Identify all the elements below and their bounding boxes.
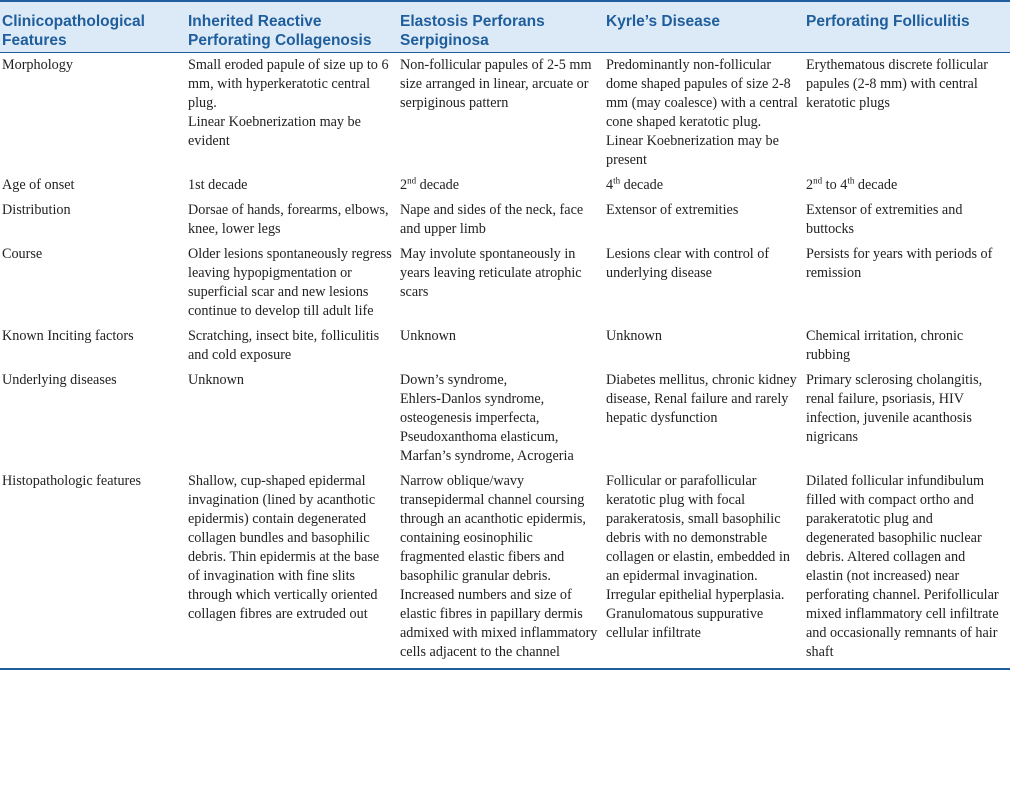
table-row-course	[0, 242, 1010, 324]
table-body	[0, 53, 1010, 670]
table-cell: Scratching, insect bite, folliculitis and cold exposure	[188, 328, 380, 363]
row-label: Histopathologic features	[0, 469, 186, 669]
table-cell: Predominantly non-follicular dome shaped papules of size 2-8 mm (may coalesce) with a central cone shaped keratotic plug. Linear Koebnerization may be present	[606, 57, 798, 168]
table-cell: Small eroded papule of size up to 6 mm, with hyperkeratotic central plug. Linear Koebnerization may be evident	[188, 57, 389, 149]
table-cell: Nape and sides of the neck, face and upper limb	[400, 202, 584, 237]
ordinal-number: 2	[806, 177, 814, 193]
ordinal-rest: decade	[620, 177, 664, 193]
table-cell: Unknown	[606, 328, 662, 344]
header-inherited-reactive-perforating-collagenosis: Inherited Reactive Perforating Collagenosis	[186, 1, 398, 53]
table-cell: May involute spontaneously in years leaving reticulate atrophic scars	[400, 246, 582, 300]
table-cell: Primary sclerosing cholangitis, renal failure, psoriasis, HIV infection, juvenile acanthosis nigricans	[806, 372, 983, 445]
table-cell: Follicular or parafollicular keratotic plug with focal parakeratosis, small basophilic debris with no demonstrable collagen or elastin, embedded in an epidermal invagination. Irregular epithelial hyperplasia. Granulomatous suppurative cellular infiltrate	[604, 469, 804, 669]
ordinal-number: 2	[400, 177, 408, 193]
table-cell: Unknown	[188, 372, 244, 388]
table-cell: Diabetes mellitus, chronic kidney disease, Renal failure and rarely hepatic dysfunction	[606, 372, 797, 426]
table-cell: Shallow, cup-shaped epidermal invagination (lined by acanthotic epidermis) contain degenerated collagen bundles and basophilic debris. Thin epidermis at the base of invagination with fine slits through which vertically oriented collagen fibres are extruded out	[186, 469, 398, 669]
table-cell: Down’s syndrome, Ehlers-Danlos syndrome, osteogenesis imperfecta, Pseudoxanthoma elasticum, Marfan’s syndrome, Acrogeria	[400, 372, 574, 464]
table-row-age-of-onset	[0, 173, 1010, 198]
table-cell: Chemical irritation, chronic rubbing	[806, 328, 964, 363]
ordinal-suffix: nd	[813, 175, 823, 186]
table-cell: Narrow oblique/wavy transepidermal channel coursing through an acanthotic epidermis, containing eosinophilic fragmented elastic fibers and basophilic granular debris. Increased numbers and size of elastic fibres in papillary dermis admixed with mixed inflammatory cells adjacent to the channel	[398, 469, 604, 669]
table-cell: Older lesions spontaneously regress leaving hypopigmentation or superficial scar and new lesions continue to develop till adult life	[188, 246, 392, 319]
row-label: Distribution	[2, 202, 71, 218]
table-cell	[604, 173, 804, 198]
table-row-histopathologic-features	[0, 469, 1010, 669]
row-label: Age of onset	[2, 177, 75, 193]
ordinal-number: 4	[606, 177, 614, 193]
table-cell	[398, 173, 604, 198]
table-cell: Unknown	[400, 328, 456, 344]
table-row-underlying-diseases	[0, 368, 1010, 469]
header-elastosis-perforans-serpiginosa: Elastosis Perforans Serpiginosa	[398, 1, 604, 53]
table-cell: Erythematous discrete follicular papules (2-8 mm) with central keratotic plugs	[806, 57, 989, 111]
table-row-distribution	[0, 198, 1010, 242]
ordinal-suffix-2: th	[847, 175, 855, 186]
row-label: Known Inciting factors	[2, 328, 134, 344]
table-cell: Extensor of extremities and buttocks	[806, 202, 963, 237]
table-cell	[804, 173, 1010, 198]
header-clinicopathological-features: Clinicopathological Features	[0, 1, 186, 53]
table-cell: Persists for years with periods of remission	[806, 246, 993, 281]
row-label: Morphology	[2, 57, 73, 73]
row-label: Underlying diseases	[2, 372, 117, 388]
ordinal-mid: to 4	[822, 177, 848, 193]
table-cell: Dorsae of hands, forearms, elbows, knee, lower legs	[188, 202, 389, 237]
table-cell: Lesions clear with control of underlying disease	[606, 246, 770, 281]
table-row-known-inciting-factors	[0, 324, 1010, 368]
table-row-morphology	[0, 53, 1010, 174]
ordinal-rest: decade	[416, 177, 460, 193]
table-cell: Non-follicular papules of 2-5 mm size arranged in linear, arcuate or serpiginous pattern	[400, 57, 592, 111]
table-cell: Extensor of extremities	[606, 202, 739, 218]
table-cell: 1st decade	[188, 177, 248, 193]
ordinal-suffix: nd	[407, 175, 417, 186]
header-kyrles-disease: Kyrle’s Disease	[604, 1, 804, 53]
ordinal-rest: decade	[854, 177, 898, 193]
row-label: Course	[2, 246, 43, 262]
header-row	[0, 1, 1010, 53]
header-perforating-folliculitis: Perforating Folliculitis	[804, 1, 1010, 53]
table-header	[0, 1, 1010, 53]
table-cell: Dilated follicular infundibulum filled with compact ortho and parakeratotic plug and degenerated basophilic nuclear debris. Altered collagen and elastin (not increased) near perforating channel. Perifollicular mixed inflammatory cell infiltrate and occasionally remnants of hair shaft	[804, 469, 1010, 669]
ordinal-suffix: th	[613, 175, 621, 186]
